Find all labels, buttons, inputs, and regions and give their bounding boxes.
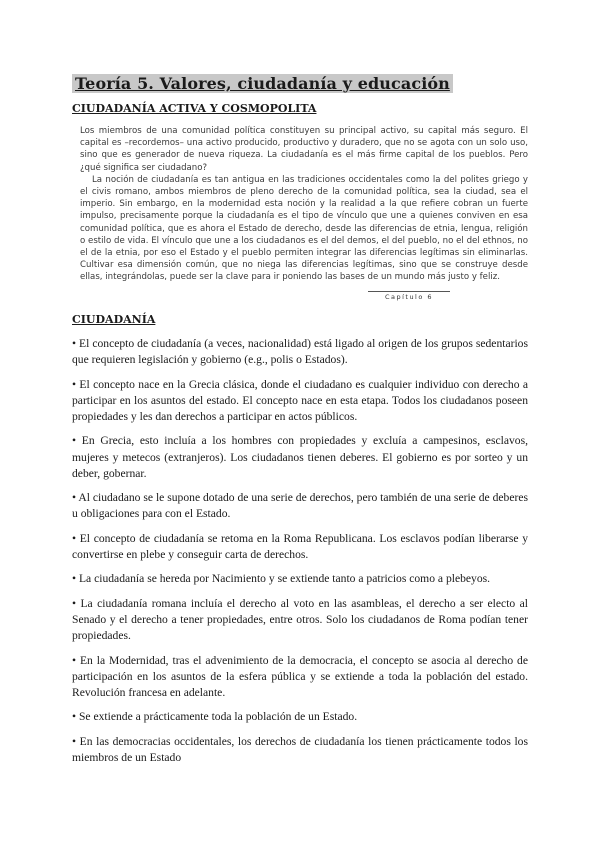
bullet-item: • Al ciudadano se le supone dotado de una serie de derechos, pero también de una serie de deberes u obligaciones para con el Estado.	[72, 491, 528, 521]
chapter-label: Capítulo 6	[368, 291, 450, 301]
bullet-item: • En la Modernidad, tras el advenimiento de la democracia, el concepto se asocia al derecho de participación en los asuntos de la esfera pública y se extiende a toda la población del estado. Revolución francesa en adelante.	[72, 653, 528, 699]
bullet-item: • El concepto nace en la Grecia clásica, donde el ciudadano es cualquier individuo con derecho a participar en los asuntos del estado. El concepto nace en esta etapa. Todos los ciudadanos poseen propiedades y les dan derechos a participar en actos públicos.	[72, 377, 528, 423]
page-title: Teoría 5. Valores, ciudadanía y educación	[72, 74, 453, 93]
bullet-item: • El concepto de ciudadanía se retoma en la Roma Republicana. Los esclavos podían liberarse y convertirse en plebe y conseguir carta de derechos.	[72, 531, 528, 561]
book-excerpt	[80, 125, 528, 284]
excerpt-paragraph-1: Los miembros de una comunidad política constituyen su principal activo, su capital más seguro. El capital es –recordemos– una activo producido, productivo y duradero, que no se agota con un solo uso, sino que es generador de nueva riqueza. La ciudadanía es el más firme capital de los pueblos. Pero ¿qué significa ser ciudadano?	[80, 126, 528, 173]
section-heading-ciudadania: CIUDADANÍA	[72, 313, 156, 326]
bullet-list	[72, 336, 528, 774]
bullet-item: • En Grecia, esto incluía a los hombres con propiedades y excluía a campesinos, esclavos, mujeres y metecos (extranjeros). Los ciudadanos tienen deberes. El gobierno es por sorteo y un deber, gobernar.	[72, 434, 528, 480]
bullet-item: • La ciudadanía romana incluía el derecho al voto en las asambleas, el derecho a ser electo al Senado y el derecho a tener propiedades, entre otros. Solo los ciudadanos de Roma podían tener propiedades.	[72, 596, 528, 643]
bullet-item: • La ciudadanía se hereda por Nacimiento y se extiende tanto a patricios como a plebeyos.	[72, 572, 491, 586]
excerpt-paragraph-2: La noción de ciudadanía es tan antigua en las tradiciones occidentales como la del polites griego y el civis romano, ambos miembros de pleno derecho de la comunidad política, sea la ciudad, sea el imperio. Sin embargo, en la modernidad esta noción y la realidad a la que refiere cobran un fuerte impulso, precisamente porque la ciudadanía es el tipo de vínculo que une a quienes conviven en esa comunidad política, que es ahora el Estado de derecho, desde las diferencias de etnia, lengua, religión o estilo de vida. El vínculo que une a los ciudadanos es el del demos, el del pueblo, no el del ethnos, no el de la etnia, por eso el Estado y el pueblo permiten integrar las diferencias legítimas sin eliminarlas. Cultivar esa dimensión común, que no niega las diferencias legítimas, sino que se construye desde ellas, integrándolas, puede ser la clave para ir poniendo las bases de un mundo más justo y feliz.	[80, 174, 528, 283]
bullet-item: • En las democracias occidentales, los derechos de ciudadanía los tienen prácticamente todos los miembros de un Estado	[72, 734, 528, 764]
bullet-item: • El concepto de ciudadanía (a veces, nacionalidad) está ligado al origen de los grupos sedentarios que requieren legislación y gobierno (e.g., polis o Estados).	[72, 337, 528, 367]
bullet-item: • Se extiende a prácticamente toda la población de un Estado.	[72, 710, 358, 724]
section-heading-ciudadania-activa: CIUDADANÍA ACTIVA Y COSMOPOLITA	[72, 102, 317, 115]
